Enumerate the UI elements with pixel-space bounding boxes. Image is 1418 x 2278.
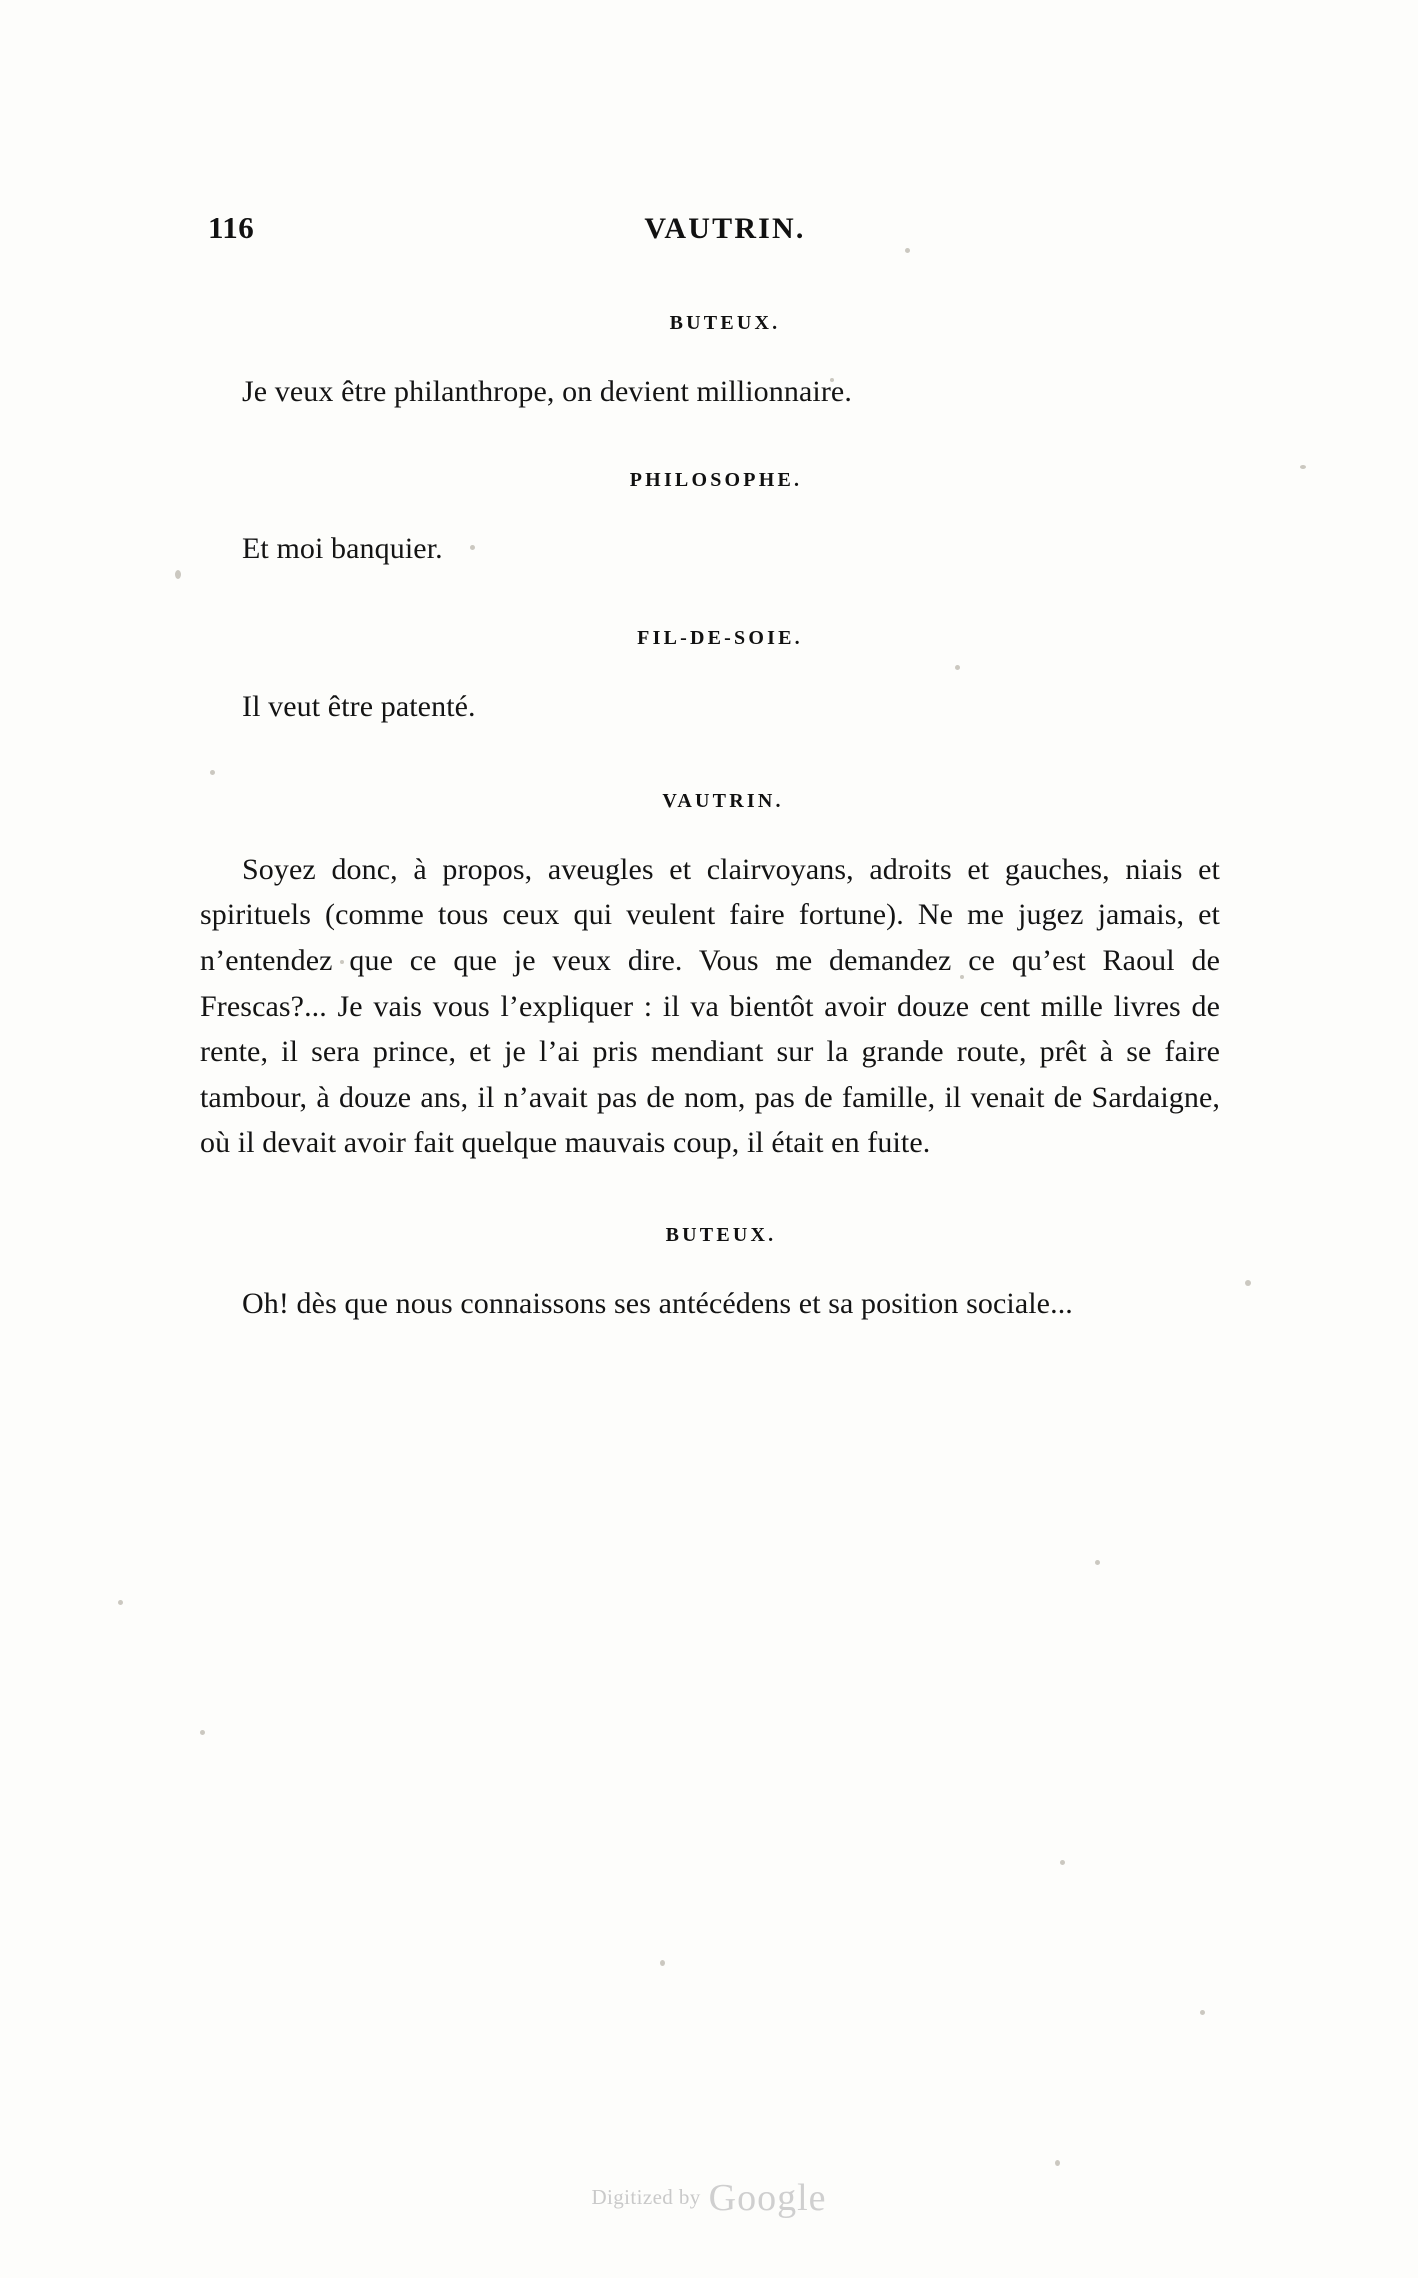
speaker-cue: FIL-DE-SOIE. [637,627,803,650]
running-head [200,210,1220,270]
page-text-block [200,210,1220,1327]
speech-text: Il veut être patenté. [242,690,476,724]
scan-speck [1060,1860,1065,1865]
speaker-cue: VAUTRIN. [662,789,784,812]
watermark-prefix: Digitized by [591,2185,701,2209]
watermark-brand: Google [708,2177,827,2219]
scan-speck [660,1960,665,1966]
scan-speck [1200,2010,1205,2015]
speaker-cue: BUTEUX. [669,312,781,334]
running-title: VAUTRIN. [644,212,806,245]
speech-text: Et moi banquier. [242,531,443,565]
speech-text: Je veux être philanthrope, on devient millionnaire. [242,375,852,408]
scan-speck [1095,1560,1100,1565]
digitization-watermark [0,2176,1418,2220]
scan-speck [118,1600,123,1605]
scan-speck [1245,1280,1251,1286]
speech-text: Soyez donc, à propos, aveugles et clairvoyans, adroits et gauches, niais et spirituels (comme tous ceux qui veulent faire fortune). Ne me jugez jamais, et n’entendez que ce que je veux dire. Vous me demandez ce qu’est Raoul de Frescas?... Je vais vous l’expliquer : il va bientôt avoir douze cent mille livres de rente, il sera prince, et je l’ai pris mendiant sur la grande route, prêt à se faire tambour, à douze ans, il n’avait pas de nom, pas de famille, il venait de Sardaigne, où il devait avoir fait quelque mauvais coup, il était en fuite. [200,852,1220,1160]
scan-speck [1300,465,1306,469]
speaker-cue: BUTEUX. [665,1223,777,1246]
speech-text: Oh! dès que nous connaissons ses antécédens et sa position sociale... [242,1286,1073,1320]
scan-speck [175,570,181,579]
speaker-cue: PHILOSOPHE. [629,468,803,491]
scan-speck [200,1730,205,1735]
scan-speck [1055,2160,1060,2166]
page-number: 116 [208,210,255,245]
